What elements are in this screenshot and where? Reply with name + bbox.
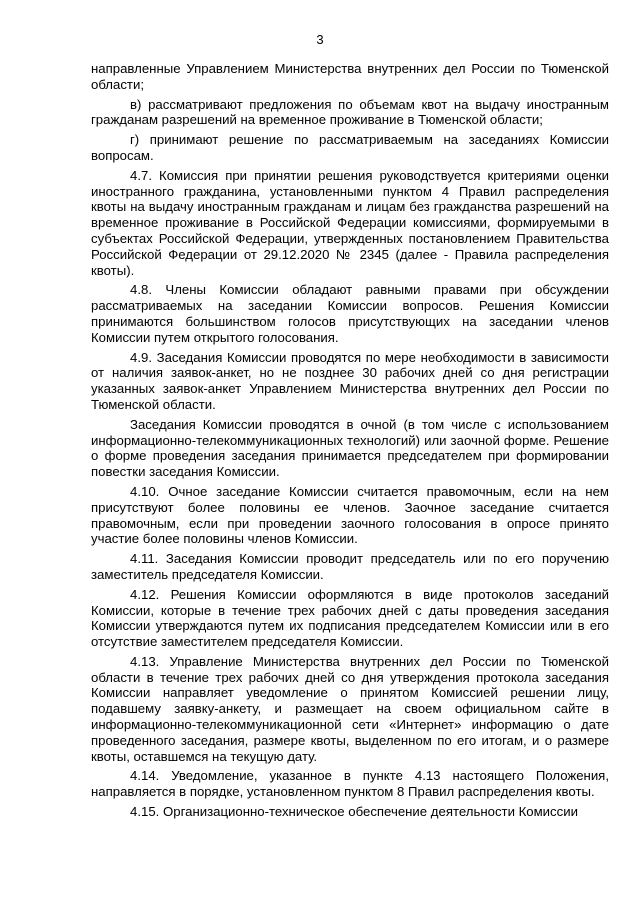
paragraph-4-9-form: Заседания Комиссии проводятся в очной (в том числе с использованием информационно-телекоммуникационных технологий) или заочной форме. Решение о форме проведения заседания принимается председателем при формировании повестки заседания Комиссии. — [91, 416, 609, 480]
paragraph-intro-continuation: направленные Управлением Министерства внутренних дел России по Тюменской области; — [91, 61, 609, 92]
paragraph-4-14: 4.14. Уведомление, указанное в пункте 4.13 настоящего Положения, направляется в порядке, установленном пунктом 8 Правил распределения квоты. — [91, 768, 609, 800]
paragraph-4-11: 4.11. Заседания Комиссии проводит председатель или по его поручению заместитель председателя Комиссии. — [91, 551, 609, 582]
paragraph-item-v: в) рассматривают предложения по объемам квот на выдачу иностранным гражданам разрешений на временное проживание в Тюменской области; — [91, 96, 609, 128]
paragraph-4-7: 4.7. Комиссия при принятии решения руководствуется критериями оценки иностранного гражданина, установленными пунктом 4 Правил распределения квоты на выдачу иностранным гражданам и лицам без гражданства разрешений на временное проживание в Российской Федерации комиссиями, формируемыми в субъектах Российской Федерации, утвержденных постановлением Правительства Российской Федерации от 29.12.2020 № 2345 (далее - Правила распределения квоты). — [91, 167, 609, 278]
paragraph-4-13: 4.13. Управление Министерства внутренних дел России по Тюменской области в течение трех рабочих дней со дня утверждения протокола заседания Комиссии направляет уведомление о принятом Комиссией решении лицу, подавшему заявку-анкету, и размещает на своем официальном сайте в информационно-телекоммуникационной сети «Интернет» информацию о дате проведенного заседания, размере квоты, выделенном по его итогам, и о размере квоты, оставшемся на текущую дату. — [91, 653, 609, 764]
page-number: 3 — [316, 32, 324, 47]
paragraph-item-g: г) принимают решение по рассматриваемым на заседаниях Комиссии вопросам. — [91, 132, 609, 163]
paragraph-4-12: 4.12. Решения Комиссии оформляются в виде протоколов заседаний Комиссии, которые в течение трех рабочих дней с даты проведения заседания Комиссии утверждаются путем их подписания председателем Комиссии или в его отсутствие заместителем председателя Комиссии. — [91, 586, 609, 650]
paragraph-4-9: 4.9. Заседания Комиссии проводятся по мере необходимости в зависимости от наличия заявок-анкет, но не позднее 30 рабочих дней со дня регистрации указанных заявок-анкет Управлением Министерства внутренних дел России по Тюменской области. — [91, 349, 609, 412]
paragraph-4-15: 4.15. Организационно-техническое обеспечение деятельности Комиссии — [130, 804, 578, 820]
document-body — [91, 61, 609, 820]
paragraph-4-10: 4.10. Очное заседание Комиссии считается правомочным, если на нем присутствуют более половины ее членов. Заочное заседание считается правомочным, если при проведении заочного голосования в опросе принято участие более половины членов Комиссии. — [91, 483, 609, 547]
paragraph-4-8: 4.8. Члены Комиссии обладают равными правами при обсуждении рассматриваемых на заседании Комиссии вопросов. Решения Комиссии принимаются большинством голосов присутствующих на заседании членов Комиссии путем открытого голосования. — [91, 282, 609, 345]
